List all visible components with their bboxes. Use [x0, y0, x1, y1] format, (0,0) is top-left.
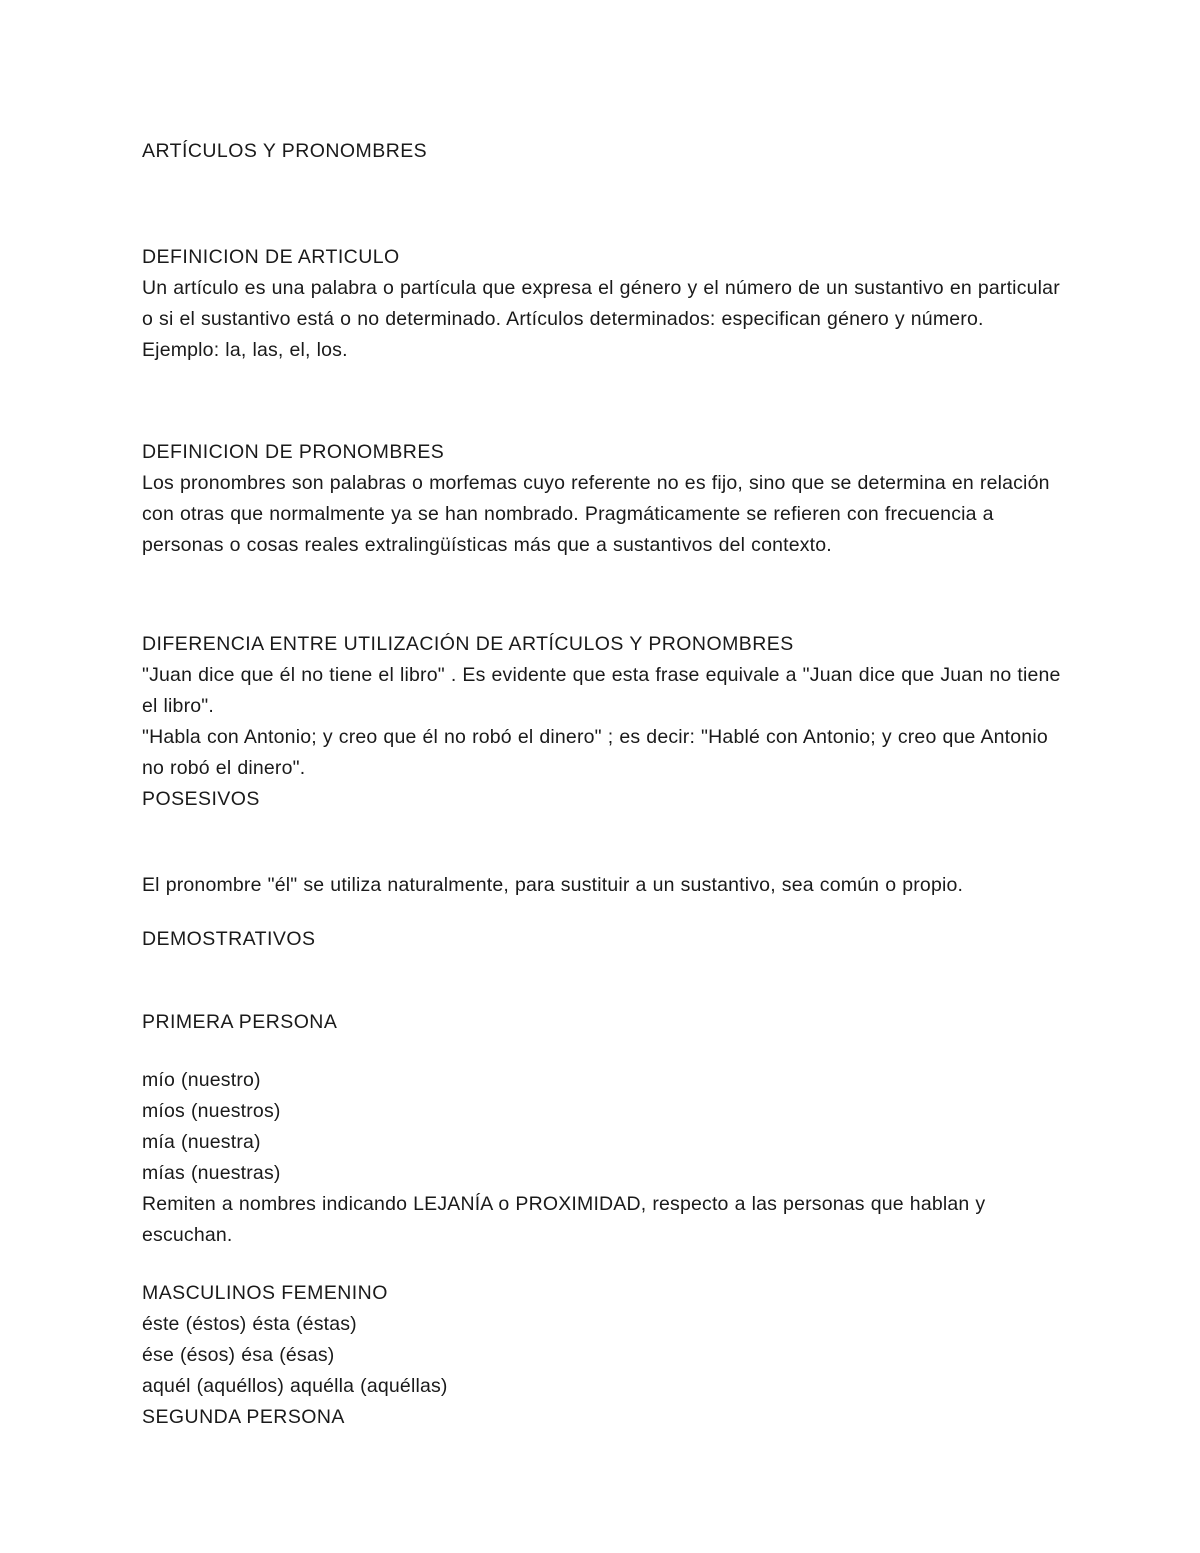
- spacer-before-demostrativos: [142, 901, 1062, 924]
- list-item: mías (nuestras): [142, 1162, 281, 1184]
- spacer-after-posesivos: [142, 815, 1062, 870]
- spacer-before-primera-persona: [142, 955, 1062, 1007]
- heading-posesivos: POSESIVOS: [142, 788, 260, 810]
- paragraph-ejemplo-antonio: "Habla con Antonio; y creo que él no robó el dinero" ; es decir: "Hablé con Antonio; y creo que Antonio no robó el dinero".: [142, 726, 1054, 779]
- heading-segunda-persona: SEGUNDA PERSONA: [142, 1406, 345, 1428]
- heading-diferencia-utilizacion: DIFERENCIA ENTRE UTILIZACIÓN DE ARTÍCULOS Y PRONOMBRES: [142, 633, 794, 655]
- heading-primera-persona: PRIMERA PERSONA: [142, 1011, 338, 1033]
- heading-masculinos-femenino: MASCULINOS FEMENINO: [142, 1282, 388, 1304]
- list-item: mío (nuestro): [142, 1069, 261, 1091]
- paragraph-definicion-articulo: Un artículo es una palabra o partícula que expresa el género y el número de un sustantivo en particular o si el sustantivo está o no determinado. Artículos determinados: especifican género y número. Ejemplo: la, las, el, los.: [142, 277, 1066, 361]
- list-primera-persona-forms: [142, 1065, 1062, 1189]
- spacer-after-articulo: [142, 366, 1062, 437]
- list-item: aquél (aquéllos) aquélla (aquéllas): [142, 1375, 448, 1397]
- spacer-after-title: [142, 167, 1062, 242]
- list-item: éste (éstos) ésta (éstas): [142, 1313, 357, 1335]
- list-demostrativo-forms: [142, 1309, 1062, 1402]
- document-body: [142, 136, 1067, 1433]
- heading-demostrativos: DEMOSTRATIVOS: [142, 928, 316, 950]
- list-item: mía (nuestra): [142, 1131, 261, 1153]
- list-item: ése (ésos) ésa (ésas): [142, 1344, 335, 1366]
- paragraph-lejania-proximidad: Remiten a nombres indicando LEJANÍA o PROXIMIDAD, respecto a las personas que hablan y escuchan.: [142, 1193, 992, 1246]
- heading-definicion-pronombres: DEFINICION DE PRONOMBRES: [142, 441, 445, 463]
- spacer-after-pronombres: [142, 561, 1062, 629]
- paragraph-definicion-pronombres: Los pronombres son palabras o morfemas cuyo referente no es fijo, sino que se determina en relación con otras que normalmente ya se han nombrado. Pragmáticamente se refieren con frecuencia a personas o cosas reales extralingüísticas más que a sustantivos del contexto.: [142, 472, 1056, 556]
- heading-definicion-articulo: DEFINICION DE ARTICULO: [142, 246, 400, 268]
- spacer-before-masculinos: [142, 1251, 1062, 1278]
- spacer-before-posesivo-list: [142, 1038, 1062, 1065]
- page-title: ARTÍCULOS Y PRONOMBRES: [142, 140, 428, 162]
- paragraph-pronombre-el: El pronombre "él" se utiliza naturalmente, para sustituir a un sustantivo, sea común o propio.: [142, 874, 964, 896]
- list-item: míos (nuestros): [142, 1100, 281, 1122]
- paragraph-ejemplo-juan: "Juan dice que él no tiene el libro" . Es evidente que esta frase equivale a "Juan dice que Juan no tiene el libro".: [142, 664, 1067, 717]
